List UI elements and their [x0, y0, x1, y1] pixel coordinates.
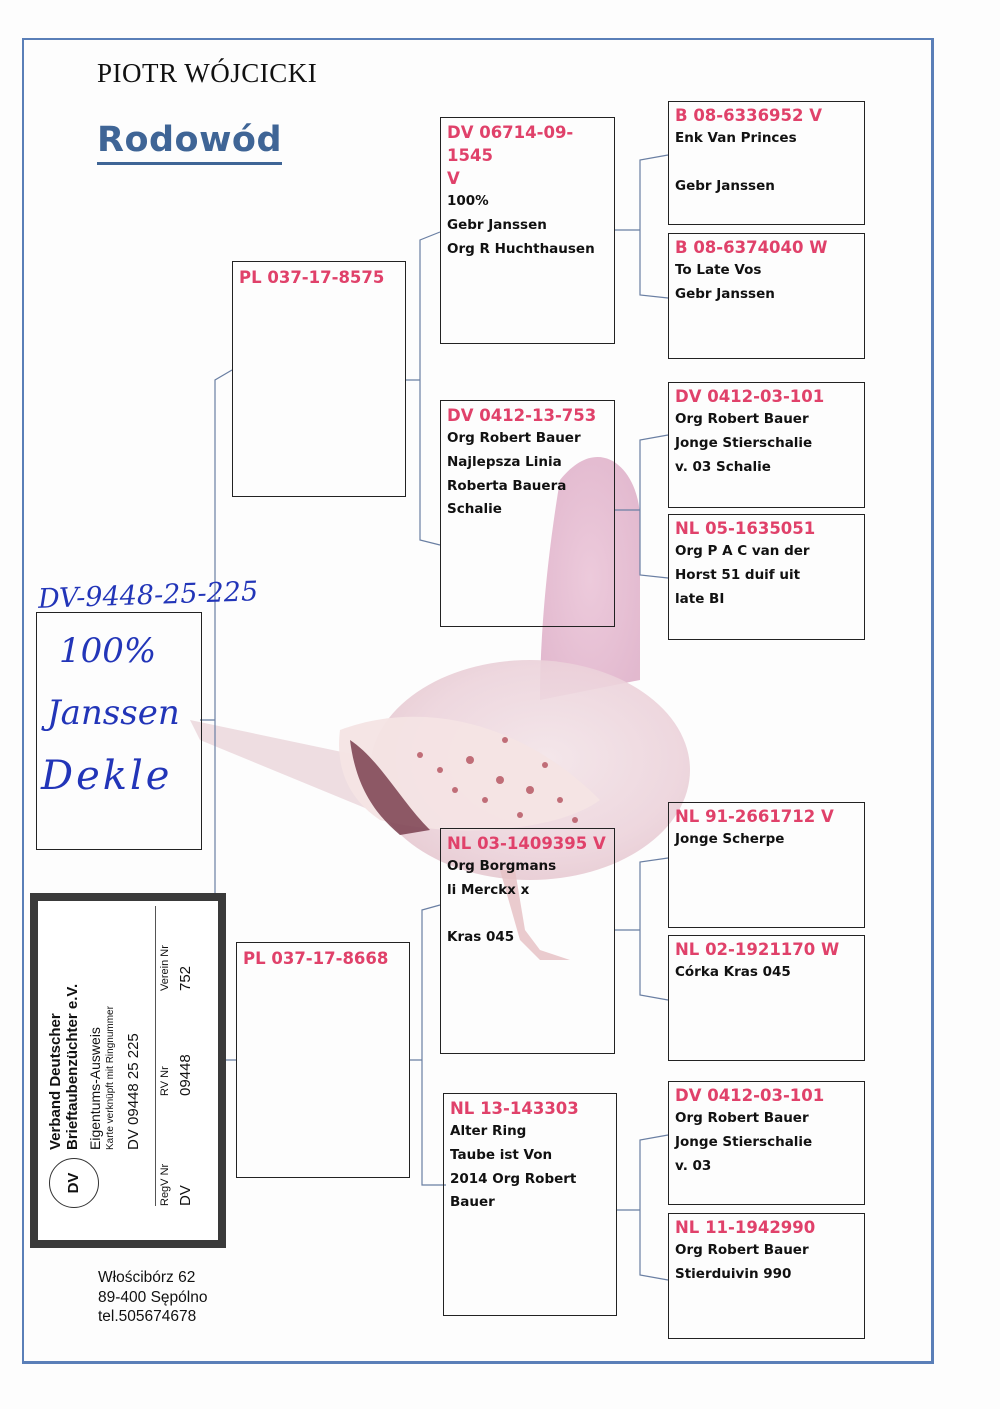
grandparent-box-2 [440, 400, 615, 627]
grandparent-info-line: 2014 Org Robert [450, 1170, 577, 1187]
great-grandparent-info-line: Horst 51 duif uit [675, 566, 801, 583]
subject-note-percent: 100% [59, 631, 157, 671]
grandparent-box-3 [440, 828, 615, 1054]
card-value-verein: 752 [177, 965, 194, 991]
great-grandparent-ring: DV 0412-03-101 [675, 1086, 825, 1105]
great-grandparent-info-spacer [675, 151, 858, 175]
grandparent-info-line: Kras 045 [447, 929, 515, 946]
subject-ring-handwritten: DV-9448-25-225 [37, 576, 259, 615]
great-grandparent-box-1 [668, 101, 865, 225]
card-divider [155, 906, 156, 1206]
grandparent-info-line: Bauer [450, 1194, 495, 1211]
grandparent-info-line: Org Robert Bauer [447, 430, 581, 446]
parent-box-dam [236, 942, 410, 1178]
great-grandparent-ring: NL 05-1635051 [675, 519, 816, 538]
ownership-card [30, 893, 226, 1248]
grandparent-info-line: Alter Ring [450, 1123, 527, 1139]
card-org-line: Brieftaubenzüchter e.V. [64, 983, 81, 1150]
grandparent-info-line: Gebr Janssen [447, 216, 547, 233]
grandparent-info-line: Roberta Bauera [447, 477, 567, 494]
owner-address [98, 1268, 207, 1327]
subject-note-family: Dekle [41, 753, 173, 799]
great-grandparent-info-line: To Late Vos [675, 262, 762, 278]
great-grandparent-info-line: Gebr Janssen [675, 285, 775, 302]
great-grandparent-info-line: late BI [675, 590, 725, 607]
great-grandparent-info-line: Org Robert Bauer [675, 1110, 809, 1126]
card-ring-number: DV 09448 25 225 [125, 1033, 142, 1150]
grandparent-info-line: Schalie [447, 501, 502, 518]
grandparent-info-spacer [447, 903, 608, 927]
grandparent-info-line: Org Borgmans [447, 858, 557, 874]
parent-box-sire [232, 261, 406, 497]
card-doc-subtitle: Karte verknüpft mit Ringnummer [105, 1006, 116, 1150]
great-grandparent-info-line: v. 03 Schalie [675, 458, 771, 475]
grandparent-info-line: Najlepsza Linia [447, 453, 562, 470]
card-logo: DV [49, 1158, 99, 1208]
great-grandparent-box-7 [668, 1081, 865, 1205]
grandparent-ring: NL 03-1409395 V [447, 834, 606, 853]
grandparent-info-line: 100% [447, 193, 489, 209]
great-grandparent-info-line: v. 03 [675, 1157, 712, 1174]
grandparent-ring: DV 06714-09-1545 V [447, 123, 574, 188]
parent-ring: PL 037-17-8668 [243, 949, 389, 968]
great-grandparent-ring: DV 0412-03-101 [675, 387, 825, 406]
card-doc-title: Eigentums-Ausweis [87, 1027, 103, 1150]
grandparent-info-line: li Merckx x [447, 881, 530, 898]
grandparent-box-1 [440, 117, 615, 344]
great-grandparent-info-line: Córka Kras 045 [675, 964, 791, 980]
address-line: tel.505674678 [98, 1308, 197, 1325]
card-label-regv: RegV Nr [159, 1163, 171, 1206]
card-org-line: Verband Deutscher [47, 1013, 64, 1150]
great-grandparent-box-2 [668, 233, 865, 359]
great-grandparent-ring: B 08-6374040 W [675, 238, 828, 257]
card-label-verein: Verein Nr [159, 945, 171, 991]
great-grandparent-info-line: Enk Van Princes [675, 130, 797, 146]
parent-ring: PL 037-17-8575 [239, 268, 385, 287]
great-grandparent-ring: NL 11-1942990 [675, 1218, 816, 1237]
great-grandparent-box-3 [668, 382, 865, 508]
great-grandparent-info-line: Jonge Scherpe [675, 831, 785, 847]
great-grandparent-info-line: Org Robert Bauer [675, 1242, 809, 1258]
great-grandparent-box-4 [668, 514, 865, 640]
great-grandparent-box-8 [668, 1213, 865, 1339]
address-line: 89-400 Sępólno [98, 1288, 208, 1306]
great-grandparent-box-6 [668, 935, 865, 1061]
address-line: Włościbórz 62 [98, 1269, 196, 1286]
great-grandparent-info-line: Jonge Stierschalie [675, 1133, 813, 1150]
great-grandparent-ring: B 08-6336952 V [675, 106, 823, 125]
grandparent-box-4 [443, 1093, 617, 1316]
grandparent-ring: NL 13-143303 [450, 1099, 579, 1118]
great-grandparent-ring: NL 91-2661712 V [675, 807, 834, 826]
pedigree-title: Rodowód [97, 118, 282, 165]
great-grandparent-box-5 [668, 802, 865, 928]
subject-box [36, 612, 202, 850]
owner-name: PIOTR WÓJCICKI [97, 58, 318, 88]
grandparent-info-line: Org R Huchthausen [447, 240, 595, 257]
great-grandparent-info-line: Jonge Stierschalie [675, 434, 813, 451]
card-value-rv: 09448 [177, 1054, 194, 1096]
great-grandparent-info-line: Stierduivin 990 [675, 1265, 792, 1282]
subject-note-strain: Janssen [47, 693, 180, 733]
card-label-rv: RV Nr [159, 1066, 171, 1096]
grandparent-ring: DV 0412-13-753 [447, 406, 597, 425]
great-grandparent-info-line: Org P A C van der [675, 543, 810, 559]
great-grandparent-ring: NL 02-1921170 W [675, 940, 840, 959]
card-value-regv: DV [177, 1185, 194, 1206]
great-grandparent-info-line: Gebr Janssen [675, 177, 775, 194]
great-grandparent-info-line: Org Robert Bauer [675, 411, 809, 427]
grandparent-info-line: Taube ist Von [450, 1146, 553, 1163]
